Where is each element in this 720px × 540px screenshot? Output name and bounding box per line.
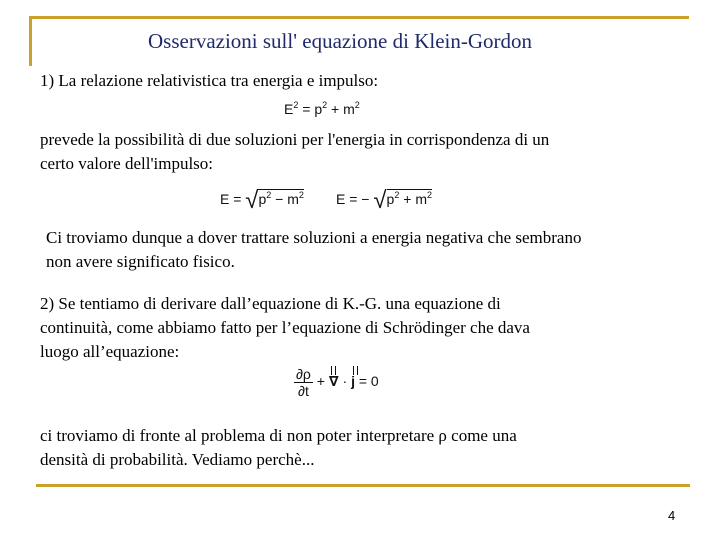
- paragraph-2-line-2: certo valore dell'impulso:: [40, 154, 214, 173]
- paragraph-5-line-1: ci troviamo di fronte al problema di non poter interpretare ρ come una: [40, 426, 517, 445]
- paragraph-4-line-2: continuità, come abbiamo fatto per l’equazione di Schrödinger che dava: [40, 318, 530, 337]
- fraction-drho-dt: $\frac{\partial\rho}{\partial t}$: [296, 366, 311, 399]
- paragraph-1: 1) La relazione relativistica tra energia e impulso:: [40, 71, 379, 90]
- equation-continuity: $\frac{\partial\rho}{\partial t}$ + ∇ · j = 0: [296, 366, 379, 399]
- equation-positive-energy: $E = √p^2 - m^2$: [220, 187, 304, 214]
- frame-left-bar: [29, 16, 32, 66]
- paragraph-4-line-3: luogo all’equazione:: [40, 342, 180, 361]
- equation-energy-momentum: $E^2 = p^2 + m^2$: [284, 100, 360, 117]
- frame-top-bar: [29, 16, 689, 19]
- paragraph-3-line-1: Ci troviamo dunque a dover trattare soluzioni a energia negativa che sembrano: [46, 228, 582, 247]
- footer-rule: [36, 484, 690, 487]
- page-number: 4: [668, 508, 676, 523]
- paragraph-2-line-1: prevede la possibilità di due soluzioni per l'energia in corrispondenza di un: [40, 130, 550, 149]
- paragraph-4-line-1: 2) Se tentiamo di derivare dall’equazione di K.-G. una equazione di: [40, 294, 501, 313]
- paragraph-3-line-2: non avere significato fisico.: [46, 252, 235, 271]
- slide-title: Osservazioni sull' equazione di Klein-Gordon: [148, 29, 533, 53]
- paragraph-5-line-2: densità di probabilità. Vediamo perchè...: [40, 450, 315, 469]
- equation-negative-energy: E = − $√p^2 + m^2$: [336, 187, 432, 214]
